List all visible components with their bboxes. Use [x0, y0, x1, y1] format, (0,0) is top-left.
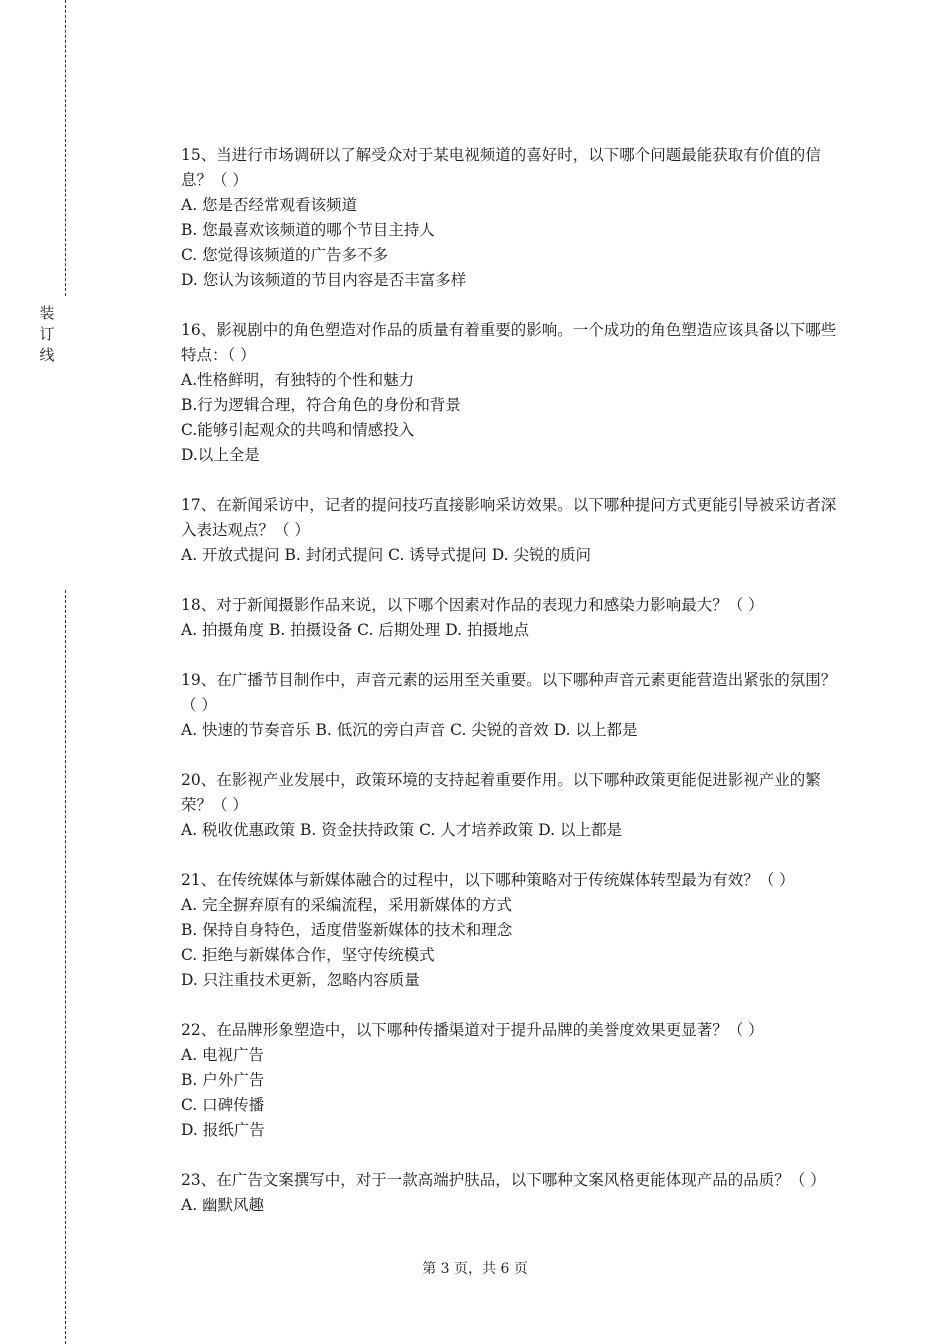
- option: B. 保持自身特色，适度借鉴新媒体的技术和理念: [181, 921, 513, 939]
- question-text: 20、在影视产业发展中，政策环境的支持起着重要作用。以下哪种政策更能促进影视产业的繁荣？（ ）: [181, 771, 821, 814]
- option: B. 您最喜欢该频道的哪个节目主持人: [181, 221, 435, 239]
- option: B. 户外广告: [181, 1071, 265, 1089]
- option: D. 您认为该频道的节目内容是否丰富多样: [181, 271, 467, 289]
- binding-char: 线: [39, 346, 55, 364]
- question-text: 16、影视剧中的角色塑造对作品的质量有着重要的影响。一个成功的角色塑造应该具备以下哪些特点：（ ）: [181, 321, 837, 364]
- option: D. 报纸广告: [181, 1121, 265, 1139]
- option: A. 完全摒弃原有的采编流程，采用新媒体的方式: [181, 896, 513, 914]
- question-17: [181, 493, 841, 568]
- question-19: [181, 668, 841, 743]
- question-text: 15、当进行市场调研以了解受众对于某电视频道的喜好时，以下哪个问题最能获取有价值的信息？（ ）: [181, 146, 821, 189]
- binding-char: 订: [39, 325, 55, 343]
- question-23: [181, 1168, 841, 1218]
- question-text: 22、在品牌形象塑造中，以下哪种传播渠道对于提升品牌的美誉度效果更显著？（ ）: [181, 1021, 764, 1039]
- question-text: 18、对于新闻摄影作品来说，以下哪个因素对作品的表现力和感染力影响最大？（ ）: [181, 596, 764, 614]
- binding-line-top: [65, 0, 66, 296]
- binding-line-bottom: [65, 590, 66, 1344]
- question-15: [181, 143, 841, 293]
- question-16: [181, 318, 841, 468]
- question-18: [181, 593, 841, 643]
- option: D.以上全是: [181, 446, 260, 464]
- option: C. 拒绝与新媒体合作，坚守传统模式: [181, 946, 435, 964]
- option-row: A. 税收优惠政策 B. 资金扶持政策 C. 人才培养政策 D. 以上都是: [181, 821, 622, 839]
- question-text: 21、在传统媒体与新媒体融合的过程中，以下哪种策略对于传统媒体转型最为有效？（ ）: [181, 871, 795, 889]
- option: B.行为逻辑合理，符合角色的身份和背景: [181, 396, 461, 414]
- option: A.性格鲜明，有独特的个性和魅力: [181, 371, 415, 389]
- question-text: 19、在广播节目制作中，声音元素的运用至关重要。以下哪种声音元素更能营造出紧张的氛围？（ ）: [181, 671, 837, 714]
- option-row: A. 开放式提问 B. 封闭式提问 C. 诱导式提问 D. 尖锐的质问: [181, 546, 591, 564]
- option: D. 只注重技术更新，忽略内容质量: [181, 971, 420, 989]
- question-text: 23、在广告文案撰写中，对于一款高端护肤品，以下哪种文案风格更能体现产品的品质？（ ）: [181, 1171, 826, 1189]
- option: A. 幽默风趣: [181, 1196, 265, 1214]
- option: C.能够引起观众的共鸣和情感投入: [181, 421, 415, 439]
- option-row: A. 拍摄角度 B. 拍摄设备 C. 后期处理 D. 拍摄地点: [181, 621, 529, 639]
- option: A. 电视广告: [181, 1046, 265, 1064]
- option: C. 您觉得该频道的广告多不多: [181, 246, 389, 264]
- binding-char: 装: [39, 304, 55, 322]
- question-21: [181, 868, 841, 993]
- question-list: [181, 143, 841, 1243]
- page-footer: 第 3 页，共 6 页: [422, 1261, 528, 1277]
- question-22: [181, 1018, 841, 1143]
- question-text: 17、在新闻采访中，记者的提问技巧直接影响采访效果。以下哪种提问方式更能引导被采访者深入表达观点？（ ）: [181, 496, 837, 539]
- option: C. 口碑传播: [181, 1096, 265, 1114]
- option: A. 您是否经常观看该频道: [181, 196, 358, 214]
- option-row: A. 快速的节奏音乐 B. 低沉的旁白声音 C. 尖锐的音效 D. 以上都是: [181, 721, 638, 739]
- binding-label: [38, 303, 56, 366]
- question-20: [181, 768, 841, 843]
